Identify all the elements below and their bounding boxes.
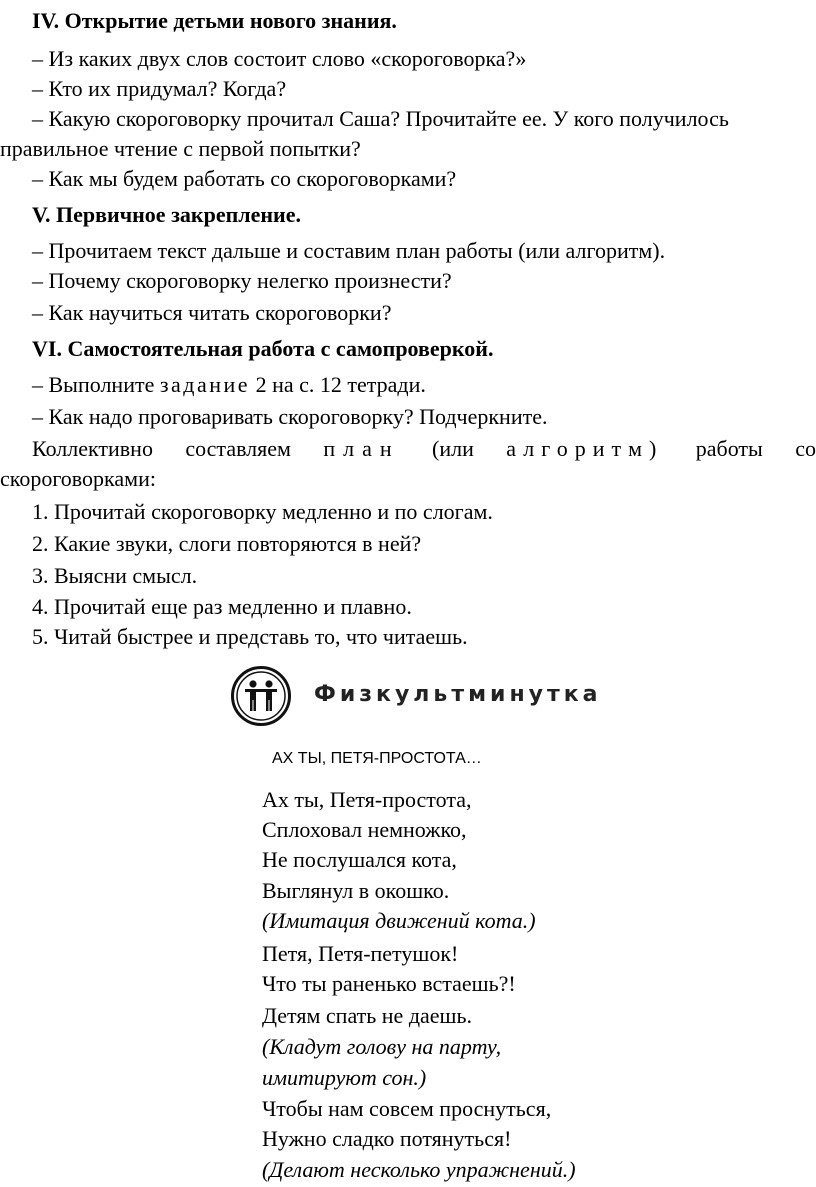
poem-line: Детям спать не даешь. bbox=[262, 1003, 473, 1028]
poem-line: Не послушался кота, bbox=[262, 847, 457, 872]
two-figures-circle-icon bbox=[230, 665, 292, 727]
task-prefix: – Выполните bbox=[32, 372, 160, 397]
section-4-question-3-part-2: правильное чтение с первой попытки? bbox=[0, 136, 361, 161]
step-2: 2. Какие звуки, слоги повторяются в ней? bbox=[32, 531, 422, 556]
section-6-question-2: – Как надо проговаривать скороговорку? Подчеркните. bbox=[32, 404, 548, 429]
poem-stage-direction: (Кладут голову на парту, bbox=[262, 1034, 502, 1059]
poem-line: Что ты раненько встаешь?! bbox=[262, 971, 516, 996]
collective-word-plan: план bbox=[323, 436, 400, 461]
poem-stage-direction: имитируют сон.) bbox=[262, 1065, 427, 1090]
poem-line: Нужно сладко потянуться! bbox=[262, 1126, 512, 1151]
poem-stage-direction: (Делают несколько упражнений.) bbox=[262, 1157, 576, 1182]
section-4-heading: IV. Открытие детьми нового знания. bbox=[32, 8, 397, 33]
poem-line: Чтобы нам совсем проснуться, bbox=[262, 1096, 552, 1121]
collective-word-algorithm: алгоритм) bbox=[506, 436, 664, 461]
section-5-question-2: – Почему скороговорку нелегко произнести? bbox=[32, 268, 452, 293]
section-5-heading: V. Первичное закрепление. bbox=[32, 202, 301, 227]
section-5-question-3: – Как научиться читать скороговорки? bbox=[32, 300, 392, 325]
poem-stage-direction: (Имитация движений кота.) bbox=[262, 908, 536, 933]
collective-word-1: Коллективно bbox=[32, 436, 153, 461]
collective-word-6: работы bbox=[695, 436, 763, 461]
step-1: 1. Прочитай скороговорку медленно и по слогам. bbox=[32, 499, 493, 524]
section-6-task-line bbox=[32, 370, 816, 400]
step-5: 5. Читай быстрее и представь то, что читаешь. bbox=[32, 624, 468, 649]
step-3: 3. Выясни смысл. bbox=[32, 563, 198, 588]
collective-word-4: (или bbox=[432, 436, 474, 461]
section-5-question-1: – Прочитаем текст дальше и составим план работы (или алгоритм). bbox=[32, 238, 666, 263]
poem-line: Сплоховал немножко, bbox=[262, 817, 467, 842]
poem-title: АХ ТЫ, ПЕТЯ-ПРОСТОТА… bbox=[272, 750, 482, 767]
poem-line: Ах ты, Петя-простота, bbox=[262, 787, 472, 812]
task-suffix: 2 на с. 12 тетради. bbox=[250, 372, 426, 397]
collective-word-2: составляем bbox=[185, 436, 291, 461]
task-word-spaced: задание bbox=[159, 372, 251, 397]
section-4-question-4: – Как мы будем работать со скороговорками? bbox=[32, 166, 457, 191]
section-6-heading: VI. Самостоятельная работа с самопроверкой. bbox=[32, 336, 494, 361]
collective-plan-continuation: скороговорками: bbox=[0, 466, 156, 491]
poem-line: Выглянул в окошко. bbox=[262, 878, 450, 903]
section-4-question-2: – Кто их придумал? Когда? bbox=[32, 76, 287, 101]
collective-plan-line bbox=[32, 434, 816, 464]
step-4: 4. Прочитай еще раз медленно и плавно. bbox=[32, 594, 412, 619]
section-4-question-1: – Из каких двух слов состоит слово «скороговорка?» bbox=[32, 46, 527, 71]
collective-word-7: со bbox=[795, 436, 816, 461]
fizkultminutka-title: Физкультминутка bbox=[314, 682, 602, 707]
section-4-question-3-part-1: – Какую скороговорку прочитал Саша? Прочитайте ее. У кого получилось bbox=[32, 106, 729, 131]
poem-line: Петя, Петя-петушок! bbox=[262, 941, 459, 966]
